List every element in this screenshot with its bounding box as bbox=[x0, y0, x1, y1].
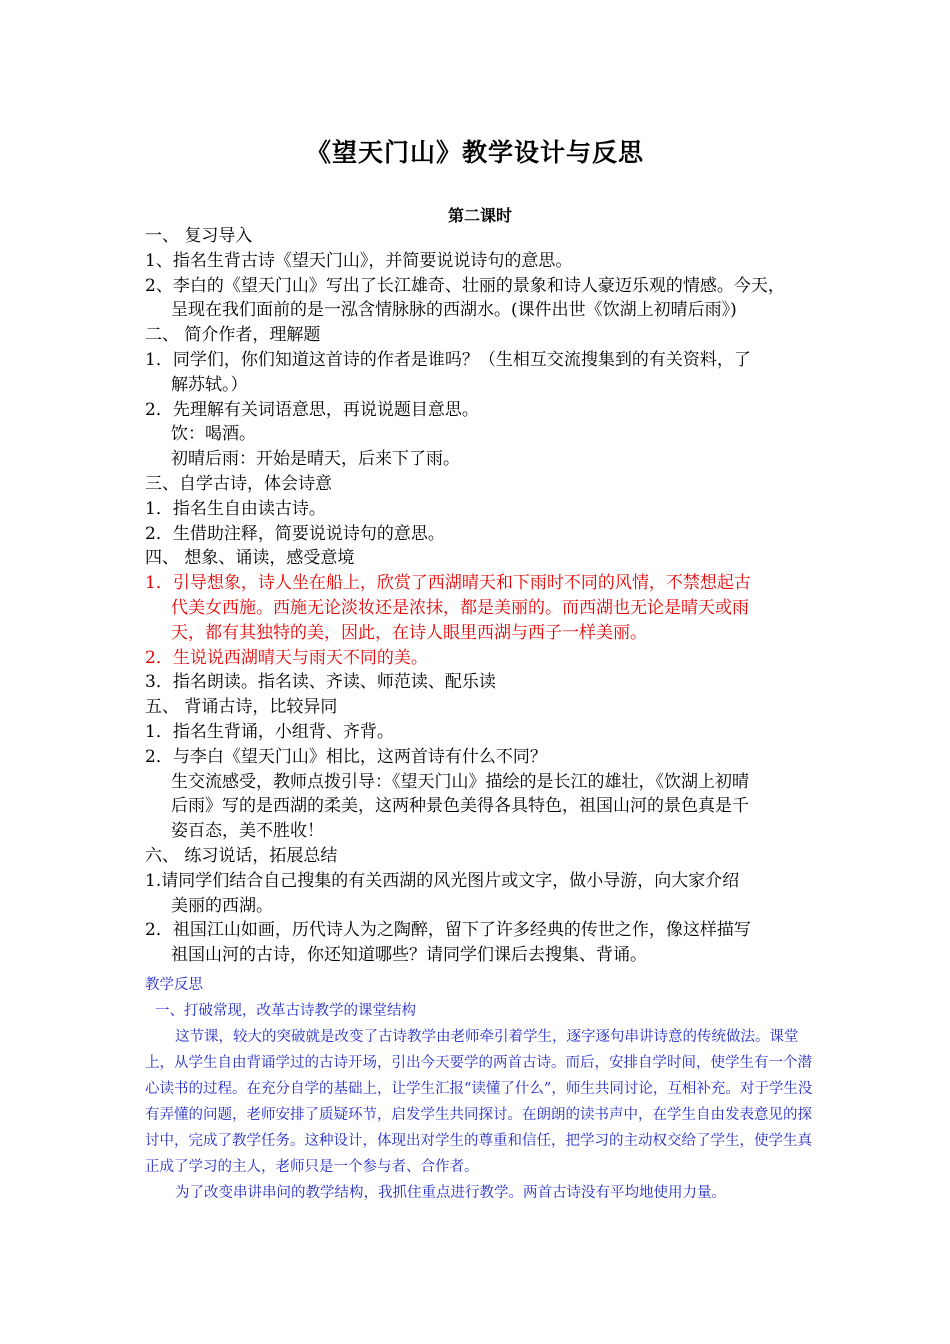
list-item: 1、指名生背古诗《望天门山》，并简要说说诗句的意思。 bbox=[145, 250, 573, 271]
list-item: 1．指名生背诵，小组背、齐背。 bbox=[145, 721, 394, 742]
list-item: 1．同学们，你们知道这首诗的作者是谁吗？（生相互交流搜集到的有关资料，了 bbox=[145, 349, 751, 370]
reflection-paragraph: 为了改变串讲串问的教学结构，我抓住重点进行教学。两首古诗没有平均地使用力量。 bbox=[175, 1185, 726, 1201]
section-heading-1: 一、 复习导入 bbox=[145, 226, 253, 246]
list-item: 1.请同学们结合自己搜集的有关西湖的风光图片或文字，做小导游，向大家介绍 bbox=[145, 870, 740, 891]
list-item: 1．指名生自由读古诗。 bbox=[145, 498, 326, 519]
list-item: 2．与李白《望天门山》相比，这两首诗有什么不同？ bbox=[145, 746, 547, 767]
reflection-section-heading: 一、打破常现，改革古诗教学的课堂结构 bbox=[155, 1003, 416, 1019]
section-heading-4: 四、 想象、诵读，感受意境 bbox=[145, 548, 355, 569]
list-item-continuation: 祖国山河的古诗，你还知道哪些？请同学们课后去搜集、背诵。 bbox=[171, 945, 647, 966]
section-heading-6: 六、 练习说话，拓展总结 bbox=[145, 845, 338, 866]
list-item-continuation: 后雨》写的是西湖的柔美，这两种景色美得各具特色，祖国山河的景色真是千 bbox=[171, 796, 749, 817]
definition-line: 饮：喝酒。 bbox=[171, 424, 256, 445]
section-heading-3: 三、自学古诗，体会诗意 bbox=[145, 473, 332, 494]
list-item: 2、李白的《望天门山》写出了长江雄奇、壮丽的景象和诗人豪迈乐观的情感。今天， bbox=[145, 275, 785, 296]
teaching-reflection bbox=[145, 972, 825, 1206]
reflection-heading: 教学反思 bbox=[145, 977, 203, 993]
list-item: 2．生借助注释，简要说说诗句的意思。 bbox=[145, 523, 445, 544]
lesson-body bbox=[145, 224, 815, 968]
list-item-continuation: 姿百态，美不胜收！ bbox=[171, 821, 324, 842]
list-item-continuation: 美丽的西湖。 bbox=[171, 895, 273, 916]
list-item-highlight-continuation: 代美女西施。西施无论淡妆还是浓抹，都是美丽的。而西湖也无论是晴天或雨 bbox=[171, 597, 749, 618]
list-item: 2．祖国江山如画，历代诗人为之陶醉，留下了许多经典的传世之作，像这样描写 bbox=[145, 920, 751, 941]
lesson-subtitle: 第二课时 bbox=[447, 206, 512, 225]
list-item-highlight: 2．生说说西湖晴天与雨天不同的美。 bbox=[145, 647, 428, 668]
list-item-continuation: 解苏轼。） bbox=[171, 374, 248, 395]
section-heading-5: 五、 背诵古诗，比较异同 bbox=[145, 697, 338, 718]
list-item: 2．先理解有关词语意思，再说说题目意思。 bbox=[145, 399, 479, 420]
list-item-highlight: 1．引导想象，诗人坐在船上，欣赏了西湖晴天和下雨时不同的风情，不禁想起古 bbox=[145, 573, 751, 594]
list-item-continuation: 生交流感受，教师点拨引导：《望天门山》描绘的是长江的雄壮，《饮湖上初晴 bbox=[171, 771, 749, 792]
definition-line: 初晴后雨：开始是晴天，后来下了雨。 bbox=[171, 449, 460, 470]
section-heading-2: 二、 简介作者，理解题 bbox=[145, 325, 321, 346]
list-item-highlight-continuation: 天，都有其独特的美，因此，在诗人眼里西湖与西子一样美丽。 bbox=[171, 622, 647, 643]
document-title: 《望天门山》教学设计与反思 bbox=[305, 138, 644, 167]
list-item-continuation: 呈现在我们面前的是一泓含情脉脉的西湖水。(课件出世《饮湖上初晴后雨》) bbox=[171, 300, 737, 321]
list-item: 3．指名朗读。指名读、齐读、师范读、配乐读 bbox=[145, 672, 496, 693]
reflection-paragraph: 这节课，较大的突破就是改变了古诗教学由老师牵引着学生，逐字逐句串讲诗意的传统做法。课堂上，从学生自由背诵学过的古诗开场，引出今天要学的两首古诗。而后，安排自学时间，使学生有一个潜心读书的过程。在充分自学的基础上，让学生汇报“读懂了什么”，师生共同讨论，互相补充。对于学生没有弄懂的问题，老师安排了质疑环节，启发学生共同探讨。在朗朗的读书声中，在学生自由发表意见的探讨中，完成了教学任务。这种设计，体现出对学生的尊重和信任，把学习的主动权交给了学生，使学生真正成了学习的主人，老师只是一个参与者、合作者。 bbox=[145, 1029, 813, 1175]
